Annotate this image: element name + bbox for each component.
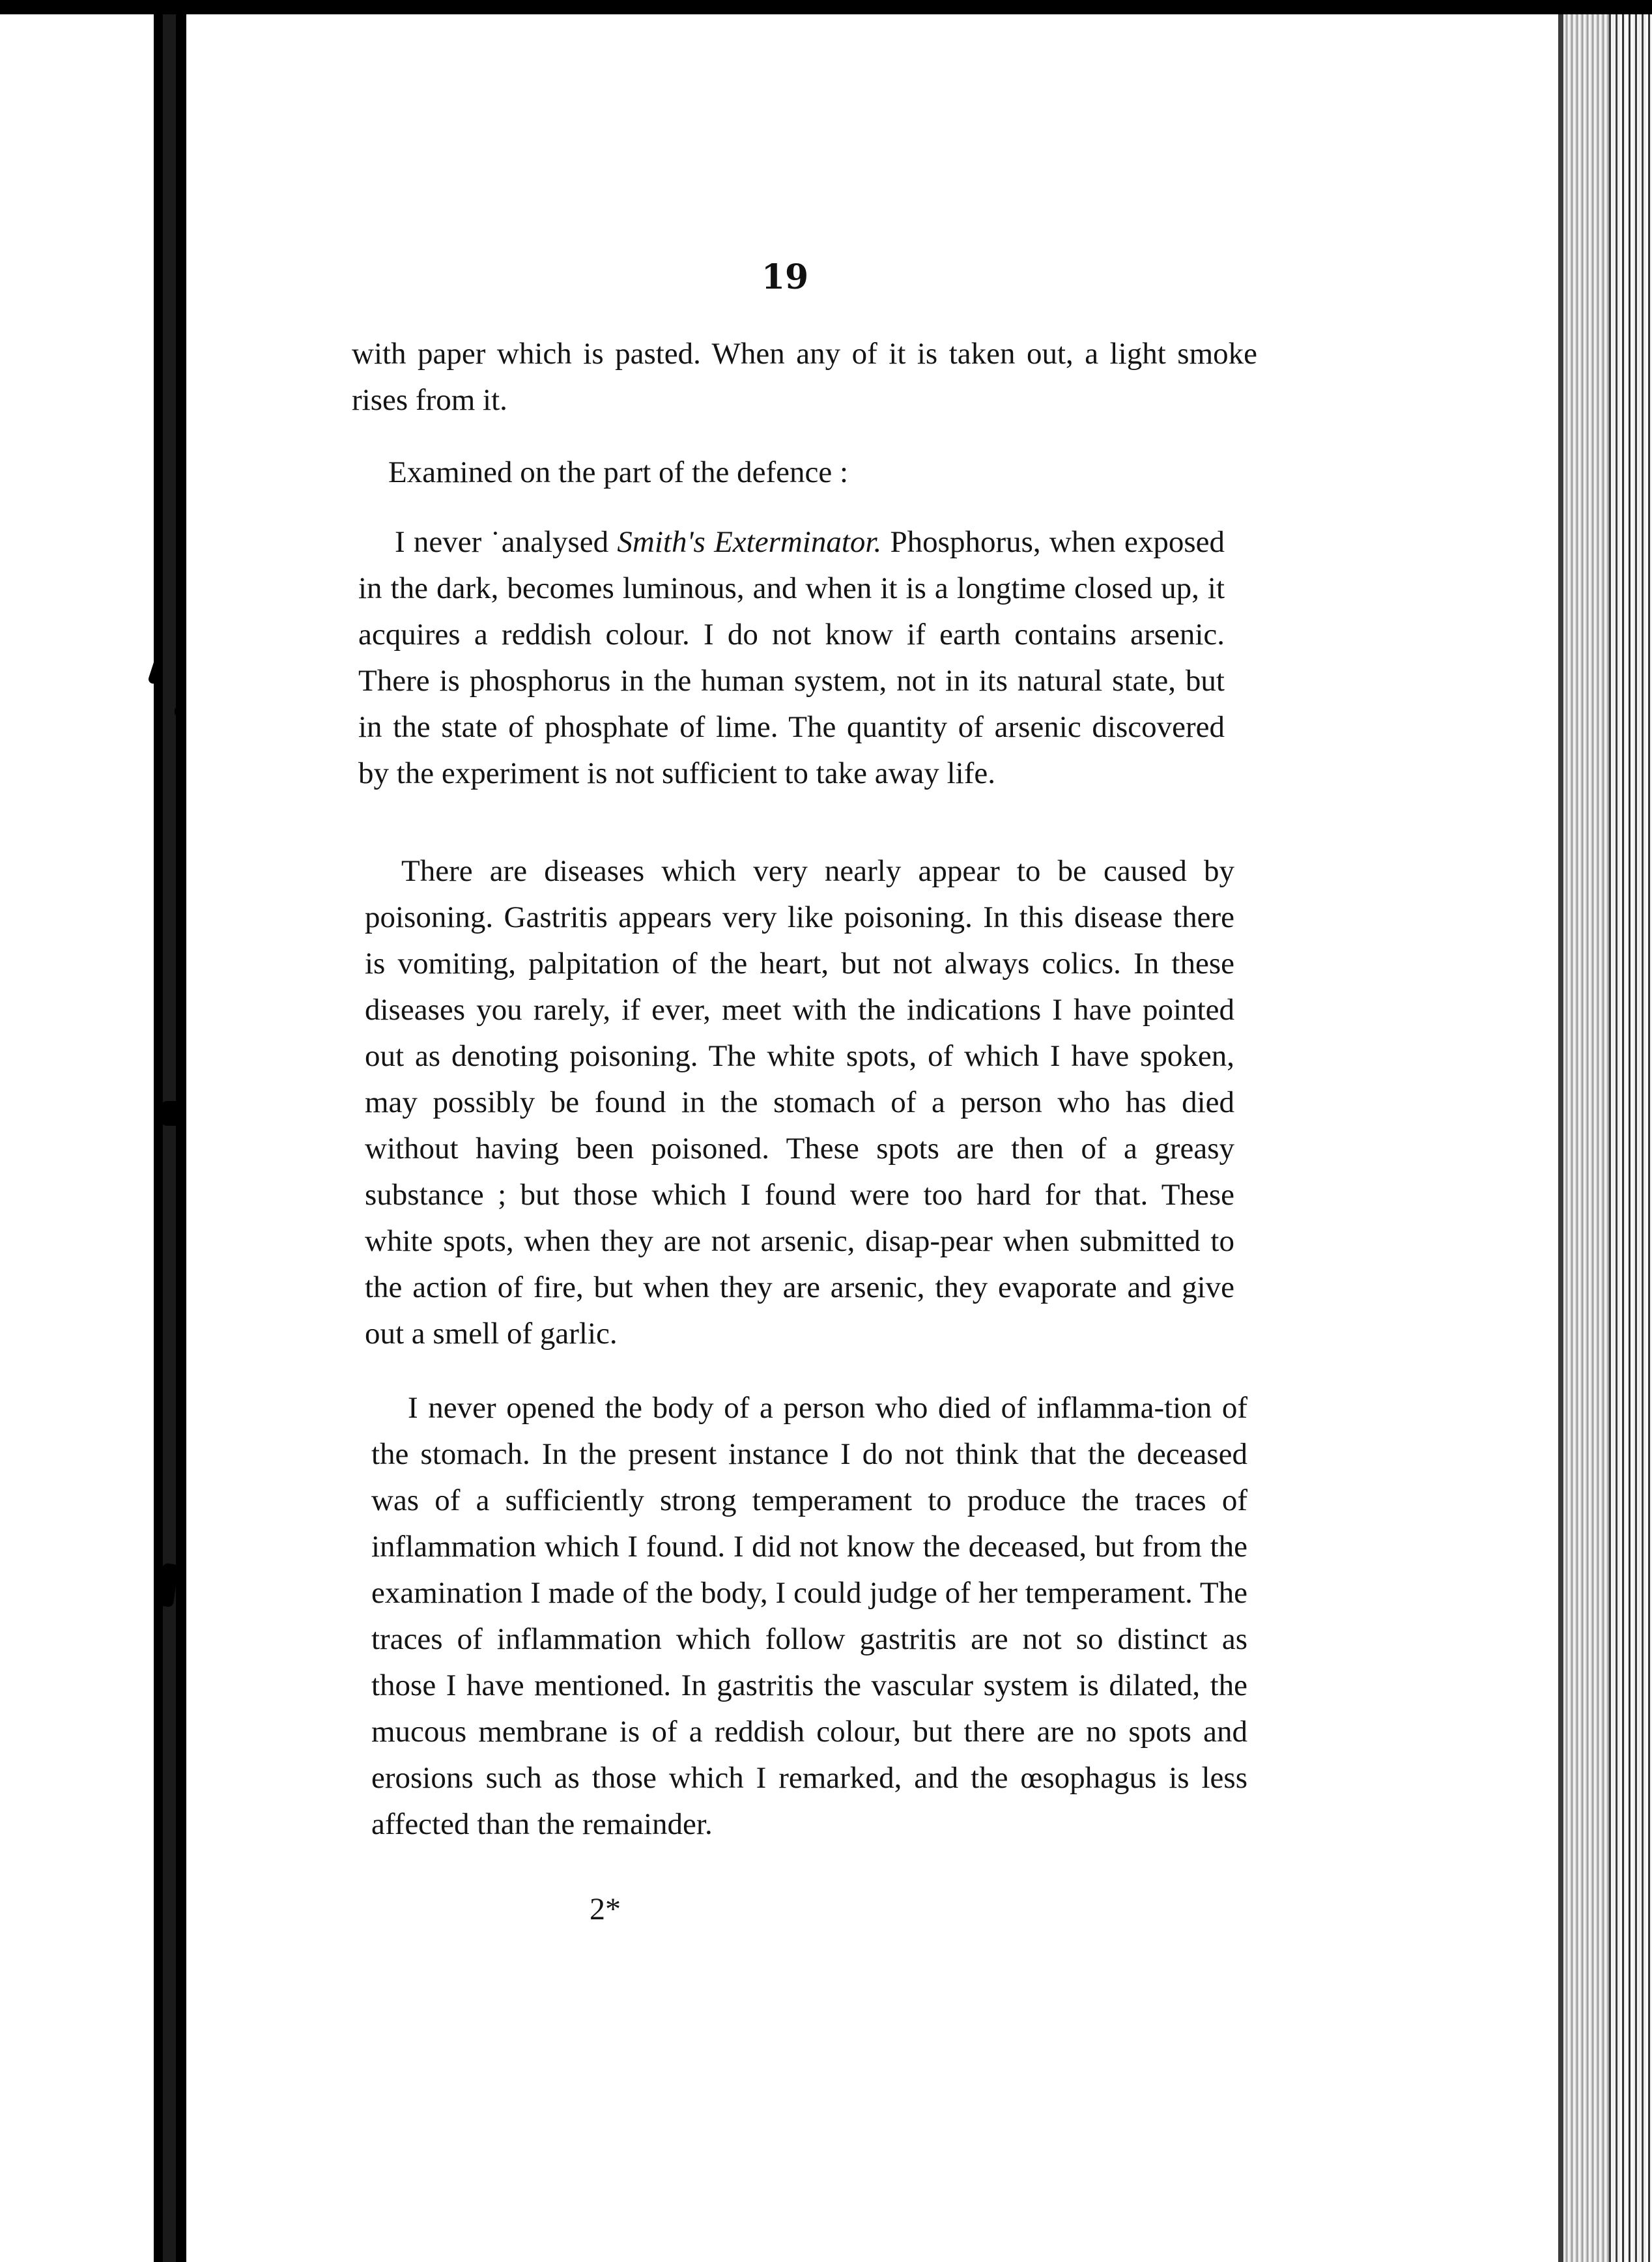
margin-mark: [175, 707, 181, 716]
paragraph-phosphorus-start: I never ˙analysed: [395, 525, 618, 559]
signature-mark: 2*: [590, 1892, 621, 1926]
paragraph-continuation: with paper which is pasted. When any of it is taken out, a light smoke rises from it.: [352, 337, 1257, 417]
paragraph-gastritis: There are diseases which very nearly appear to be caused by poisoning. Gastritis appears very like poisoning. In this disease there is vomiting, palpitation of the heart, but not always colics. In these diseases you rarely, if ever, meet with the indications I have pointed out as denoting poisoning. The white spots, of which I have spoken, may possibly be found in the stomach of a person who has died without having been poisoned. These spots are then of a greasy substance ; but those which I found were too hard for that. These white spots, when they are not arsenic, disap-pear when submitted to the action of fire, but when they are arsenic, they evaporate and give out a smell of garlic.: [365, 854, 1234, 1351]
product-name: Smith's Exterminator.: [617, 525, 882, 559]
scan-top-border: [0, 0, 1652, 14]
page-number: 19: [761, 257, 809, 297]
paragraph-inflammation: I never opened the body of a person who died of inflamma-tion of the stomach. In the present instance I do not think that the deceased was of a sufficiently strong temperament to produce the traces of inflammation which I found. I did not know the deceased, but from the examination I made of the body, I could judge of her temperament. The traces of inflammation which follow gastritis are not so distinct as those I have mentioned. In gastritis the vascular system is dilated, the mucous membrane is of a reddish colour, but there are no spots and erosions such as those which I remarked, and the œsophagus is less affected than the remainder.: [371, 1391, 1247, 1841]
facing-page-edge: [0, 14, 154, 2262]
paragraph-phosphorus-rest: Phosphorus, when exposed in the dark, becomes luminous, and when it is a longtime closed up, it acquires a reddish colour. I do not know if earth contains arsenic. There is phosphorus in the human system, not in its natural state, but in the state of phosphate of lime. The quantity of arsenic discovered by the experiment is not sufficient to take away life.: [358, 525, 1225, 790]
page-block-lines: [1609, 14, 1652, 2262]
paragraph-examined: Examined on the part of the defence :: [388, 455, 849, 489]
book-gutter-shadow: [163, 14, 176, 2262]
paragraph-phosphorus: [358, 519, 1225, 797]
